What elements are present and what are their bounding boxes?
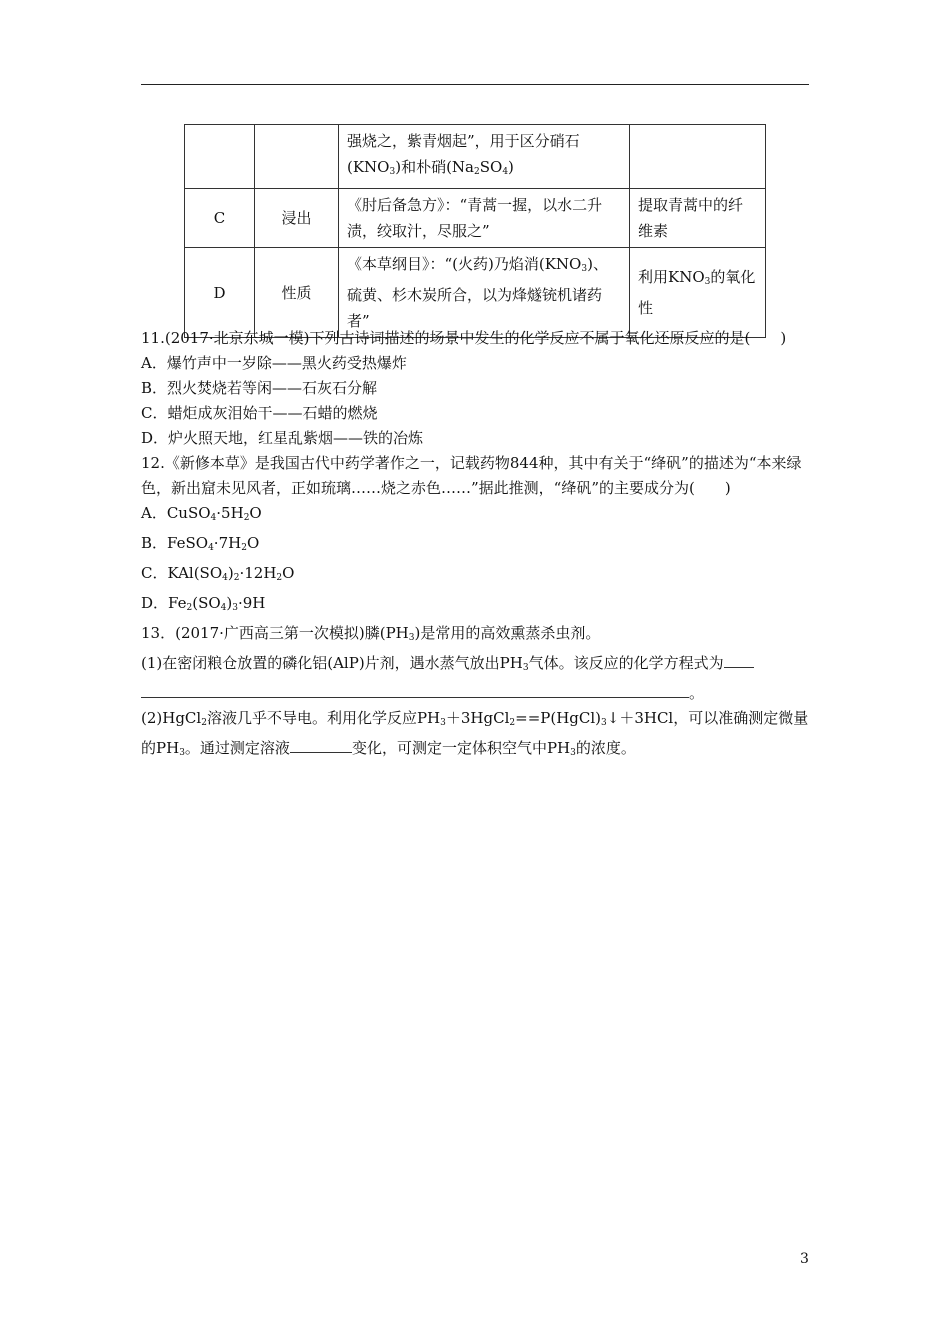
table-cell-use: 利用$KNO_3$的氧化性: [630, 248, 766, 338]
questions: [141, 326, 809, 766]
answer-blank[interactable]: [141, 681, 689, 698]
q12-option-b: B．$FeSO_4\cdot 7H_2O$: [141, 534, 260, 553]
q12-stem: 12.《新修本草》是我国古代中药学著作之一，记载药物844种，其中有关于“绛矾”的描述为“本来绿色，新出窟未见风者，正如琉璃……烧之赤色……”据此推测，“绛矾”的主要成分为( ): [141, 454, 802, 497]
table-cell-label: D: [185, 248, 255, 338]
q12-option-d: D．$Fe_2(SO_4)_3\cdot 9H$: [141, 594, 266, 613]
table-cell-text: 《本草纲目》：“(火药)乃焰消$(KNO_3)$、硫黄、杉木炭所合，以为烽燧铳机诸药者”: [339, 248, 630, 338]
q12-option-a: A．$CuSO_4\cdot 5H_2O$: [141, 504, 262, 523]
q11-stem: 11.(2017·北京东城一模)下列古诗词描述的场景中发生的化学反应不属于氧化还原反应的是( ): [141, 329, 787, 347]
table-row: [185, 248, 766, 338]
table-cell-use: [630, 125, 766, 189]
table-cell-use: 提取青蒿中的纤维素: [630, 189, 766, 248]
table-cell-method: 性质: [255, 248, 339, 338]
table-cell-label: C: [185, 189, 255, 248]
table-row: [185, 189, 766, 248]
method-table: [184, 124, 766, 338]
answer-blank[interactable]: [724, 651, 754, 668]
answer-blank[interactable]: [290, 736, 352, 753]
page-number: 3: [800, 1251, 809, 1267]
q11-option-b: B．烈火焚烧若等闲——石灰石分解: [141, 379, 378, 397]
q13-stem: 13．(2017·广西高三第一次模拟)膦$(PH_3)$是常用的高效熏蒸杀虫剂。: [141, 624, 601, 643]
table-cell-method: [255, 125, 339, 189]
q11-option-d: D．炉火照天地，红星乱紫烟——铁的冶炼: [141, 429, 424, 447]
q11-option-a: A．爆竹声中一岁除——黑火药受热爆炸: [141, 354, 407, 372]
q12-option-c: C．$KAl(SO_4)_2\cdot 12H_2O$: [141, 564, 295, 583]
header-rule: [141, 84, 809, 85]
table-cell-label: [185, 125, 255, 189]
q13-part1: (1)在密闭粮仓放置的磷化铝(AlP)片剂，遇水蒸气放出$PH_3$气体。该反应的化学方程式为 。: [141, 651, 809, 706]
table-cell-text: 《肘后备急方》：“青蒿一握，以水二升渍，绞取汁，尽服之”: [339, 189, 630, 248]
q13-part2: (2)HgCl$_2$溶液几乎不导电。利用化学反应$PH_3+3HgCl_2==P(HgCl)_3↓+3HCl$，可以准确测定微量的$PH_3$。通过测定溶液 变化，可测定一定体积空气中$PH_3$的浓度。: [141, 709, 809, 758]
table-cell-text: 强烧之，紫青烟起”，用于区分硝石$(KNO_3)$和朴硝$(Na_2SO_4)$: [339, 125, 630, 189]
q11-option-c: C．蜡炬成灰泪始干——石蜡的燃烧: [141, 404, 378, 422]
table-cell-method: 浸出: [255, 189, 339, 248]
table-row: [185, 125, 766, 189]
